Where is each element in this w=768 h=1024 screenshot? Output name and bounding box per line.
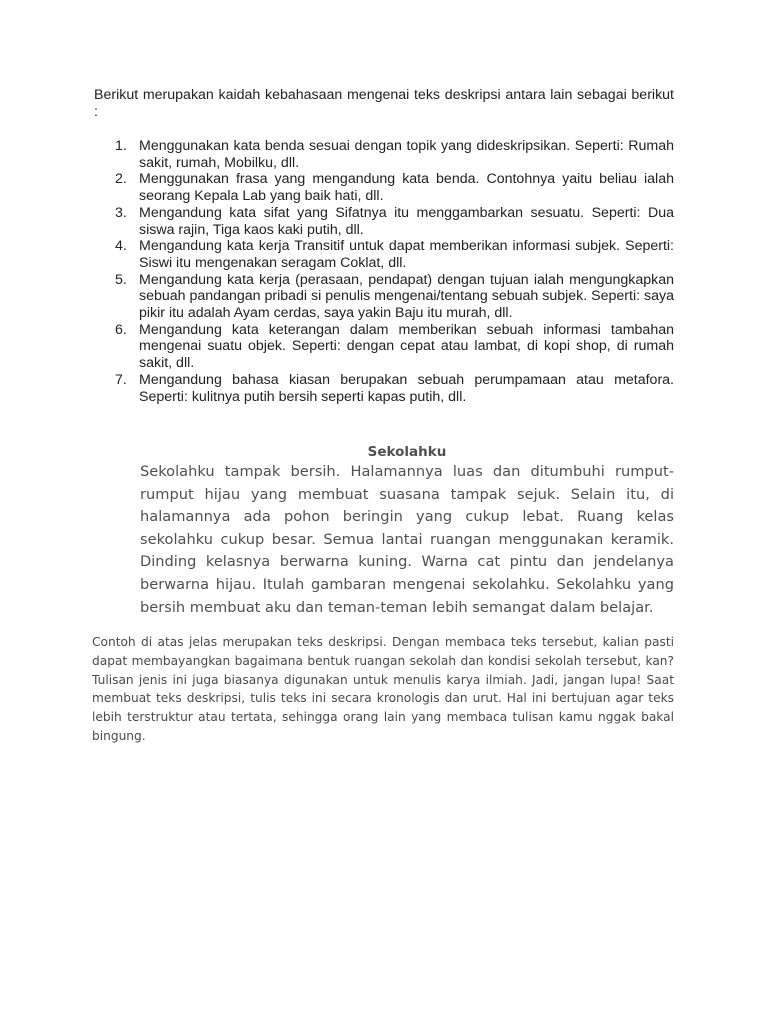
list-item-text: Mengandung kata kerja Transitif untuk dapat memberikan informasi subjek. Seperti: Siswi itu mengenakan seragam Coklat, dll.: [139, 238, 674, 271]
list-item-text: Mengandung kata kerja (perasaan, pendapat) dengan tujuan ialah mengungkapkan sebuah pandangan pribadi si penulis mengenai/tentang sebuah subjek. Seperti: saya pikir itu adalah Ayam cerdas, saya yakin Baju itu murah, dll.: [139, 271, 674, 322]
closing-paragraph: Contoh di atas jelas merupakan teks deskripsi. Dengan membaca teks tersebut, kalian pasti dapat membayangkan bagaimana bentuk ruangan sekolah dan kondisi sekolah tersebut, kan? Tulisan jenis ini juga biasanya digunakan untuk menulis karya ilmiah. Jadi, jangan lupa! Saat membuat teks deskripsi, tulis teks ini secara kronologis dan urut. Hal ini bertujuan agar teks lebih terstruktur atau tertata, sehingga orang lain yang membaca tulisan kamu nggak bakal bingung.: [92, 635, 674, 743]
list-item: [115, 372, 674, 405]
intro-paragraph: Berikut merupakan kaidah kebahasaan mengenai teks deskripsi antara lain sebagai berikut :: [94, 87, 674, 120]
list-item-text: Menggunakan kata benda sesuai dengan topik yang dideskripsikan. Seperti: Rumah sakit, rumah, Mobilku, dll.: [139, 138, 674, 171]
list-item-text: Mengandung bahasa kiasan berupakan sebuah perumpamaan atau metafora. Seperti: kulitnya putih bersih seperti kapas putih, dll.: [139, 371, 674, 405]
list-item-text: Mengandung kata sifat yang Sifatnya itu menggambarkan sesuatu. Seperti: Dua siswa rajin, Tiga kaos kaki putih, dll.: [139, 204, 674, 238]
list-item-text: Mengandung kata keterangan dalam memberikan sebuah informasi tambahan mengenai suatu objek. Seperti: dengan cepat atau lambat, di kopi shop, di rumah sakit, dll.: [139, 321, 674, 372]
list-item: [115, 272, 674, 322]
list-item: [115, 322, 674, 372]
list-item: [115, 171, 674, 204]
list-number: 4.: [115, 238, 127, 255]
list-number: 1.: [115, 138, 127, 154]
rules-list: [115, 138, 674, 405]
list-item-text: Menggunakan frasa yang mengandung kata benda. Contohnya yaitu beliau ialah seorang Kepala Lab yang baik hati, dll.: [139, 171, 674, 205]
list-number: 3.: [115, 204, 127, 221]
list-number: 7.: [115, 371, 127, 388]
list-item: [115, 205, 674, 238]
list-number: 2.: [115, 171, 127, 188]
example-paragraph: Sekolahku tampak bersih. Halamannya luas dan ditumbuhi rumput-rumput hijau yang membuat suasana tampak sejuk. Selain itu, di halamannya ada pohon beringin yang cukup lebat. Ruang kelas sekolahku cukup besar. Semua lantai ruangan menggunakan keramik. Dinding kelasnya berwarna kuning. Warna cat pintu dan jendelanya berwarna hijau. Itulah gambaran mengenai sekolahku. Sekolahku yang bersih membuat aku dan teman-teman lebih semangat dalam belajar.: [140, 463, 674, 616]
list-item: [115, 238, 674, 271]
list-number: 5.: [115, 271, 127, 288]
example-title: Sekolahku: [367, 444, 447, 460]
list-item: [115, 138, 674, 171]
list-number: 6.: [115, 321, 127, 338]
